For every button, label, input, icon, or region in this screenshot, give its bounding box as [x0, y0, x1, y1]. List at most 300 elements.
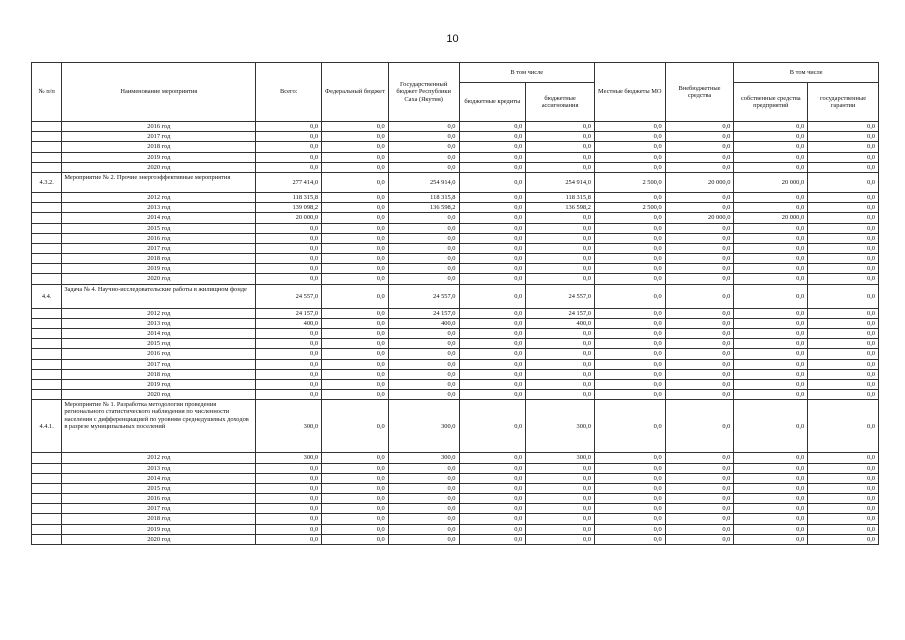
value-cell: 0,0: [594, 369, 665, 379]
activity-name: Задача № 4. Научно-исследовательские работы в жилищном фонде: [62, 284, 256, 308]
value-cell: 300,0: [526, 400, 595, 453]
value-cell: 0,0: [388, 142, 459, 152]
value-cell: 0,0: [322, 339, 389, 349]
value-cell: 0,0: [734, 504, 808, 514]
value-cell: 0,0: [808, 308, 879, 318]
value-cell: 0,0: [459, 504, 526, 514]
year-label: 2012 год: [62, 192, 256, 202]
value-cell: 400,0: [388, 318, 459, 328]
value-cell: 0,0: [256, 483, 322, 493]
value-cell: 0,0: [808, 142, 879, 152]
value-cell: 0,0: [665, 264, 734, 274]
value-cell: 0,0: [734, 254, 808, 264]
value-cell: 0,0: [594, 390, 665, 400]
value-cell: 0,0: [665, 359, 734, 369]
value-cell: 0,0: [322, 463, 389, 473]
value-cell: 0,0: [734, 339, 808, 349]
value-cell: 0,0: [808, 453, 879, 463]
value-cell: 0,0: [665, 339, 734, 349]
value-cell: 0,0: [526, 524, 595, 534]
value-cell: 24 557,0: [256, 284, 322, 308]
value-cell: 0,0: [808, 318, 879, 328]
value-cell: 0,0: [322, 514, 389, 524]
value-cell: 0,0: [322, 524, 389, 534]
value-cell: 0,0: [459, 254, 526, 264]
value-cell: 0,0: [256, 349, 322, 359]
value-cell: 0,0: [665, 534, 734, 544]
table-row: [32, 223, 879, 233]
value-cell: 0,0: [734, 243, 808, 253]
value-cell: 0,0: [734, 359, 808, 369]
value-cell: 0,0: [459, 483, 526, 493]
value-cell: 0,0: [256, 524, 322, 534]
value-cell: 0,0: [734, 514, 808, 524]
value-cell: 0,0: [665, 349, 734, 359]
year-label: 2019 год: [62, 152, 256, 162]
value-cell: 0,0: [388, 514, 459, 524]
value-cell: 0,0: [388, 264, 459, 274]
value-cell: 0,0: [526, 504, 595, 514]
value-cell: 0,0: [526, 494, 595, 504]
value-cell: 0,0: [322, 223, 389, 233]
value-cell: 0,0: [256, 223, 322, 233]
row-index: [32, 264, 62, 274]
value-cell: 0,0: [665, 243, 734, 253]
value-cell: 0,0: [388, 473, 459, 483]
value-cell: 0,0: [734, 318, 808, 328]
value-cell: 0,0: [256, 473, 322, 483]
value-cell: 0,0: [594, 494, 665, 504]
value-cell: 0,0: [459, 514, 526, 524]
value-cell: 0,0: [594, 192, 665, 202]
year-label: 2020 год: [62, 390, 256, 400]
value-cell: 0,0: [808, 233, 879, 243]
year-label: 2018 год: [62, 514, 256, 524]
value-cell: 0,0: [459, 390, 526, 400]
value-cell: 0,0: [594, 318, 665, 328]
value-cell: 0,0: [459, 453, 526, 463]
value-cell: 0,0: [526, 390, 595, 400]
value-cell: 0,0: [594, 243, 665, 253]
value-cell: 0,0: [665, 494, 734, 504]
value-cell: 0,0: [808, 483, 879, 493]
row-index: [32, 504, 62, 514]
value-cell: 0,0: [734, 453, 808, 463]
value-cell: 0,0: [734, 463, 808, 473]
value-cell: 0,0: [808, 274, 879, 284]
value-cell: 0,0: [526, 359, 595, 369]
value-cell: 0,0: [526, 122, 595, 132]
value-cell: 0,0: [322, 329, 389, 339]
year-label: 2012 год: [62, 308, 256, 318]
value-cell: 0,0: [808, 254, 879, 264]
value-cell: 0,0: [734, 223, 808, 233]
year-label: 2013 год: [62, 318, 256, 328]
row-index: [32, 142, 62, 152]
header-federal: Федеральный бюджет: [322, 63, 389, 122]
value-cell: 0,0: [665, 504, 734, 514]
value-cell: 0,0: [594, 463, 665, 473]
table-row: [32, 534, 879, 544]
value-cell: 0,0: [256, 390, 322, 400]
value-cell: 0,0: [665, 308, 734, 318]
value-cell: 24 557,0: [526, 284, 595, 308]
table-row: [32, 483, 879, 493]
value-cell: 0,0: [665, 223, 734, 233]
value-cell: 0,0: [734, 152, 808, 162]
value-cell: 0,0: [459, 349, 526, 359]
value-cell: 400,0: [256, 318, 322, 328]
year-label: 2018 год: [62, 369, 256, 379]
value-cell: 0,0: [526, 274, 595, 284]
value-cell: 300,0: [388, 400, 459, 453]
value-cell: 118 315,8: [526, 192, 595, 202]
value-cell: 0,0: [322, 132, 389, 142]
value-cell: 0,0: [665, 369, 734, 379]
value-cell: 0,0: [594, 274, 665, 284]
row-index: [32, 308, 62, 318]
value-cell: 0,0: [388, 390, 459, 400]
value-cell: 0,0: [459, 339, 526, 349]
value-cell: 0,0: [808, 192, 879, 202]
value-cell: 0,0: [322, 162, 389, 172]
value-cell: 0,0: [526, 463, 595, 473]
value-cell: 0,0: [594, 339, 665, 349]
value-cell: 0,0: [594, 504, 665, 514]
table-row: [32, 473, 879, 483]
header-guarantees: государственные гарантии: [808, 83, 879, 122]
value-cell: 0,0: [526, 254, 595, 264]
value-cell: 0,0: [808, 514, 879, 524]
value-cell: 0,0: [459, 308, 526, 318]
value-cell: 20 000,0: [665, 213, 734, 223]
value-cell: 0,0: [322, 233, 389, 243]
header-including-2: В том числе: [734, 63, 879, 83]
value-cell: 0,0: [665, 254, 734, 264]
value-cell: 0,0: [665, 473, 734, 483]
year-label: 2016 год: [62, 349, 256, 359]
value-cell: 0,0: [665, 390, 734, 400]
row-index: [32, 390, 62, 400]
value-cell: 0,0: [526, 514, 595, 524]
value-cell: 0,0: [388, 494, 459, 504]
value-cell: 0,0: [459, 473, 526, 483]
value-cell: 0,0: [734, 233, 808, 243]
value-cell: 0,0: [526, 264, 595, 274]
value-cell: 2 500,0: [594, 172, 665, 192]
row-index: [32, 339, 62, 349]
table-row: [32, 514, 879, 524]
value-cell: 0,0: [665, 233, 734, 243]
value-cell: 0,0: [808, 390, 879, 400]
value-cell: 0,0: [734, 192, 808, 202]
year-label: 2014 год: [62, 473, 256, 483]
value-cell: 0,0: [526, 534, 595, 544]
year-label: 2018 год: [62, 142, 256, 152]
row-index: [32, 243, 62, 253]
value-cell: 0,0: [459, 152, 526, 162]
year-label: 2015 год: [62, 483, 256, 493]
table-row: [32, 453, 879, 463]
value-cell: 254 914,0: [526, 172, 595, 192]
table-row: [32, 400, 879, 453]
value-cell: 0,0: [665, 318, 734, 328]
year-label: 2017 год: [62, 359, 256, 369]
year-label: 2018 год: [62, 254, 256, 264]
value-cell: 0,0: [459, 284, 526, 308]
row-index: 4.3.2.: [32, 172, 62, 192]
activity-name: Мероприятие № 2. Прочие энергоэффективные мероприятия: [62, 172, 256, 192]
value-cell: 0,0: [388, 339, 459, 349]
value-cell: 0,0: [388, 524, 459, 534]
value-cell: 0,0: [322, 453, 389, 463]
table-body: [32, 122, 879, 545]
table-row: [32, 162, 879, 172]
value-cell: 0,0: [526, 473, 595, 483]
value-cell: 24 557,0: [388, 284, 459, 308]
value-cell: 0,0: [526, 369, 595, 379]
table-row: [32, 494, 879, 504]
value-cell: 20 000,0: [256, 213, 322, 223]
value-cell: 20 000,0: [734, 172, 808, 192]
year-label: 2020 год: [62, 534, 256, 544]
value-cell: 0,0: [808, 264, 879, 274]
value-cell: 0,0: [665, 379, 734, 389]
value-cell: 0,0: [734, 494, 808, 504]
table-row: [32, 142, 879, 152]
value-cell: 300,0: [388, 453, 459, 463]
value-cell: 0,0: [665, 463, 734, 473]
year-label: 2013 год: [62, 463, 256, 473]
value-cell: 0,0: [459, 359, 526, 369]
value-cell: 0,0: [734, 473, 808, 483]
year-label: 2016 год: [62, 494, 256, 504]
value-cell: 0,0: [322, 203, 389, 213]
value-cell: 0,0: [459, 172, 526, 192]
value-cell: 0,0: [322, 473, 389, 483]
table-row: [32, 233, 879, 243]
value-cell: 0,0: [388, 254, 459, 264]
value-cell: 0,0: [808, 359, 879, 369]
row-index: [32, 152, 62, 162]
value-cell: 0,0: [808, 152, 879, 162]
value-cell: 0,0: [388, 122, 459, 132]
row-index: [32, 132, 62, 142]
value-cell: 0,0: [734, 284, 808, 308]
value-cell: 0,0: [808, 284, 879, 308]
value-cell: 0,0: [594, 329, 665, 339]
header-total: Всего:: [256, 63, 322, 122]
value-cell: 0,0: [594, 400, 665, 453]
row-index: [32, 329, 62, 339]
year-label: 2019 год: [62, 379, 256, 389]
value-cell: 0,0: [808, 203, 879, 213]
value-cell: 0,0: [594, 534, 665, 544]
value-cell: 0,0: [734, 349, 808, 359]
header-own-funds: собственные средства предприятий: [734, 83, 808, 122]
header-republic: Государственный бюджет Республики Саха (Якутия): [388, 63, 459, 122]
value-cell: 0,0: [665, 132, 734, 142]
value-cell: 0,0: [459, 400, 526, 453]
value-cell: 0,0: [808, 172, 879, 192]
row-index: [32, 463, 62, 473]
table-row: [32, 339, 879, 349]
value-cell: 0,0: [808, 223, 879, 233]
value-cell: 0,0: [594, 284, 665, 308]
row-index: [32, 349, 62, 359]
value-cell: 0,0: [256, 379, 322, 389]
activity-name: Мероприятие № 1. Разработка методологии проведения регионального статистического наблюдения по численности населения с дифференциацией по уровням среднедушевых доходов в разрезе муниципальных поселений: [62, 400, 256, 453]
value-cell: 0,0: [808, 132, 879, 142]
value-cell: 0,0: [322, 534, 389, 544]
table-row: [32, 369, 879, 379]
table-row: [32, 284, 879, 308]
value-cell: 0,0: [388, 349, 459, 359]
value-cell: 0,0: [665, 152, 734, 162]
value-cell: 0,0: [808, 162, 879, 172]
value-cell: 0,0: [665, 192, 734, 202]
value-cell: 0,0: [808, 369, 879, 379]
value-cell: 0,0: [322, 172, 389, 192]
value-cell: 0,0: [388, 329, 459, 339]
value-cell: 0,0: [594, 223, 665, 233]
value-cell: 0,0: [388, 504, 459, 514]
year-label: 2015 год: [62, 339, 256, 349]
header-allocations: бюджетные ассигнования: [526, 83, 595, 122]
value-cell: 0,0: [322, 483, 389, 493]
value-cell: 0,0: [388, 463, 459, 473]
value-cell: 0,0: [594, 524, 665, 534]
value-cell: 136 598,2: [388, 203, 459, 213]
value-cell: 0,0: [256, 243, 322, 253]
value-cell: 0,0: [526, 349, 595, 359]
value-cell: 0,0: [808, 243, 879, 253]
header-extra: Внебюджетные средства: [665, 63, 734, 122]
value-cell: 20 000,0: [734, 213, 808, 223]
value-cell: 0,0: [388, 379, 459, 389]
value-cell: 0,0: [388, 233, 459, 243]
row-index: [32, 359, 62, 369]
row-index: 4.4.1.: [32, 400, 62, 453]
value-cell: 0,0: [322, 504, 389, 514]
value-cell: 0,0: [594, 379, 665, 389]
value-cell: 0,0: [322, 284, 389, 308]
row-index: [32, 213, 62, 223]
row-index: [32, 318, 62, 328]
value-cell: 0,0: [459, 162, 526, 172]
value-cell: 0,0: [459, 494, 526, 504]
value-cell: 0,0: [459, 264, 526, 274]
row-index: [32, 122, 62, 132]
header-local: Местные бюджеты МО: [594, 63, 665, 122]
value-cell: 0,0: [256, 152, 322, 162]
value-cell: 0,0: [322, 274, 389, 284]
table-row: [32, 254, 879, 264]
value-cell: 0,0: [594, 514, 665, 524]
value-cell: 0,0: [322, 243, 389, 253]
row-index: [32, 369, 62, 379]
table-row: [32, 349, 879, 359]
value-cell: 0,0: [808, 400, 879, 453]
value-cell: 0,0: [256, 504, 322, 514]
table-row: [32, 203, 879, 213]
value-cell: 0,0: [388, 369, 459, 379]
value-cell: 0,0: [256, 162, 322, 172]
header-name: Наименование мероприятия: [62, 63, 256, 122]
value-cell: 0,0: [665, 483, 734, 493]
header-credits: бюджетные кредиты: [459, 83, 526, 122]
value-cell: 0,0: [734, 379, 808, 389]
value-cell: 0,0: [594, 162, 665, 172]
value-cell: 0,0: [322, 192, 389, 202]
value-cell: 0,0: [734, 274, 808, 284]
value-cell: 118 315,8: [256, 192, 322, 202]
table-row: [32, 390, 879, 400]
value-cell: 0,0: [808, 524, 879, 534]
value-cell: 0,0: [322, 142, 389, 152]
value-cell: 300,0: [256, 400, 322, 453]
row-index: [32, 483, 62, 493]
year-label: 2017 год: [62, 132, 256, 142]
row-index: [32, 379, 62, 389]
value-cell: 0,0: [322, 213, 389, 223]
year-label: 2016 год: [62, 233, 256, 243]
value-cell: 0,0: [459, 203, 526, 213]
value-cell: 0,0: [322, 390, 389, 400]
row-index: 4.4.: [32, 284, 62, 308]
value-cell: 0,0: [388, 243, 459, 253]
value-cell: 0,0: [256, 142, 322, 152]
value-cell: 0,0: [322, 369, 389, 379]
value-cell: 0,0: [459, 369, 526, 379]
value-cell: 0,0: [734, 524, 808, 534]
value-cell: 0,0: [526, 142, 595, 152]
year-label: 2013 год: [62, 203, 256, 213]
value-cell: 300,0: [256, 453, 322, 463]
value-cell: 0,0: [459, 223, 526, 233]
value-cell: 0,0: [526, 162, 595, 172]
value-cell: 0,0: [388, 359, 459, 369]
table-row: [32, 172, 879, 192]
value-cell: 0,0: [808, 494, 879, 504]
value-cell: 0,0: [526, 132, 595, 142]
value-cell: 0,0: [388, 152, 459, 162]
value-cell: 0,0: [594, 483, 665, 493]
table-row: [32, 274, 879, 284]
year-label: 2017 год: [62, 243, 256, 253]
value-cell: 0,0: [734, 142, 808, 152]
value-cell: 400,0: [526, 318, 595, 328]
value-cell: 0,0: [459, 463, 526, 473]
value-cell: 24 157,0: [526, 308, 595, 318]
row-index: [32, 534, 62, 544]
value-cell: 0,0: [322, 308, 389, 318]
value-cell: 0,0: [526, 223, 595, 233]
year-label: 2016 год: [62, 122, 256, 132]
value-cell: 0,0: [322, 349, 389, 359]
page-number: 10: [446, 33, 459, 45]
value-cell: 0,0: [322, 264, 389, 274]
value-cell: 0,0: [808, 122, 879, 132]
value-cell: 0,0: [459, 122, 526, 132]
value-cell: 0,0: [594, 359, 665, 369]
value-cell: 0,0: [256, 463, 322, 473]
value-cell: 0,0: [526, 213, 595, 223]
row-index: [32, 494, 62, 504]
table-row: [32, 192, 879, 202]
table-row: [32, 318, 879, 328]
value-cell: 0,0: [256, 339, 322, 349]
